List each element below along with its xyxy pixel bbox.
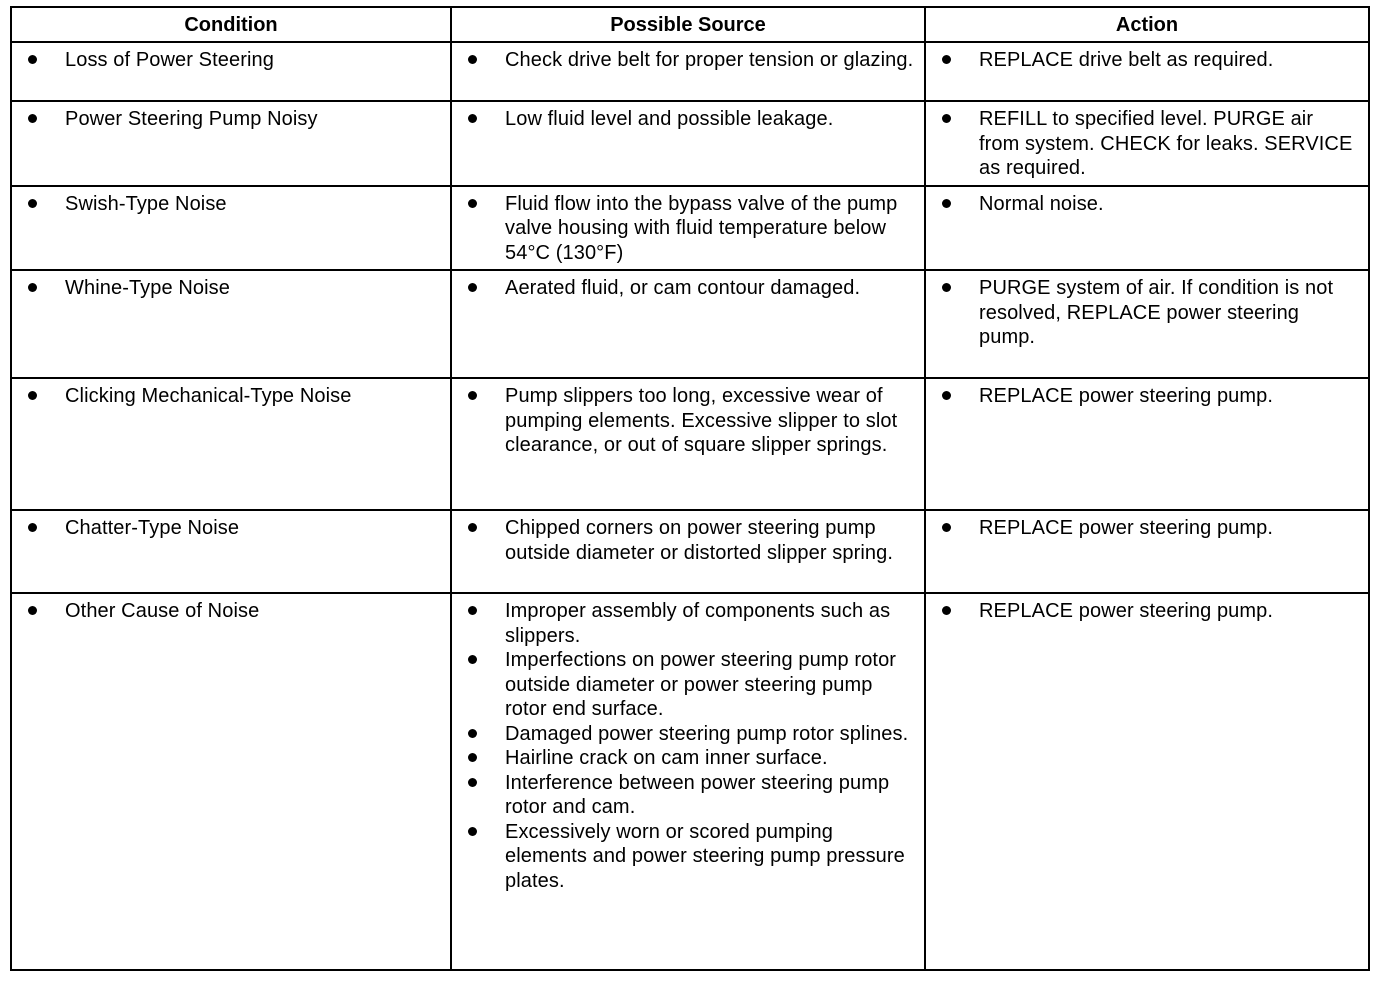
action-cell	[925, 270, 1369, 378]
bullet-icon	[28, 606, 37, 615]
bullet-icon	[28, 114, 37, 123]
table-row	[11, 42, 1369, 101]
source-cell	[451, 270, 925, 378]
condition-text: Chatter-Type Noise	[65, 517, 240, 539]
action-cell	[925, 593, 1369, 970]
condition-cell	[11, 510, 451, 593]
list-item	[462, 746, 914, 771]
list-item	[462, 107, 914, 132]
condition-cell	[11, 593, 451, 970]
header-possible-source: Possible Source	[451, 7, 925, 42]
source-text: Imperfections on power steering pump rotor outside diameter or power steering pump rotor end surface.	[505, 649, 897, 720]
action-cell	[925, 510, 1369, 593]
list-item	[22, 276, 440, 301]
list-item	[936, 516, 1358, 541]
bullet-icon	[942, 523, 951, 532]
bullet-icon	[468, 729, 477, 738]
list-item	[462, 384, 914, 458]
list-item	[462, 599, 914, 648]
bullet-icon	[942, 199, 951, 208]
source-text: Aerated fluid, or cam contour damaged.	[505, 277, 861, 299]
bullet-icon	[28, 55, 37, 64]
action-text: Normal noise.	[979, 192, 1104, 215]
list-item	[22, 384, 440, 409]
condition-cell	[11, 42, 451, 101]
bullet-icon	[942, 391, 951, 400]
condition-text: Loss of Power Steering	[65, 49, 274, 71]
condition-text: Swish-Type Noise	[65, 192, 227, 215]
list-item	[22, 107, 440, 132]
action-text: REPLACE power steering pump.	[979, 385, 1274, 407]
source-cell	[451, 593, 925, 970]
source-cell	[451, 510, 925, 593]
source-text: Hairline crack on cam inner surface.	[505, 747, 828, 769]
list-item	[936, 599, 1358, 624]
condition-text: Clicking Mechanical-Type Noise	[65, 385, 352, 407]
bullet-icon	[468, 523, 477, 532]
action-text: REPLACE power steering pump.	[979, 600, 1274, 622]
bullet-icon	[468, 391, 477, 400]
list-item	[22, 192, 440, 217]
source-text: Pump slippers too long, excessive wear of pumping elements. Excessive slipper to slot clearance, or out of square slipper springs.	[505, 385, 898, 456]
bullet-icon	[28, 523, 37, 532]
list-item	[462, 276, 914, 301]
source-cell	[451, 101, 925, 186]
condition-cell	[11, 186, 451, 271]
table-row	[11, 378, 1369, 510]
header-row	[11, 7, 1369, 42]
bullet-icon	[942, 55, 951, 64]
list-item	[936, 276, 1358, 350]
list-item	[462, 771, 914, 820]
condition-cell	[11, 101, 451, 186]
bullet-icon	[468, 283, 477, 292]
list-item	[22, 599, 440, 624]
list-item	[462, 648, 914, 722]
action-text: PURGE system of air. If condition is not resolved, REPLACE power steering pump.	[979, 277, 1334, 348]
source-text: Chipped corners on power steering pump outside diameter or distorted slipper spring.	[505, 517, 894, 564]
source-cell	[451, 42, 925, 101]
condition-cell	[11, 378, 451, 510]
list-item	[462, 722, 914, 747]
action-cell	[925, 101, 1369, 186]
header-condition: Condition	[11, 7, 451, 42]
list-item	[22, 516, 440, 541]
condition-text: Whine-Type Noise	[65, 277, 230, 299]
bullet-icon	[468, 606, 477, 615]
condition-text: Other Cause of Noise	[65, 600, 260, 622]
table-row	[11, 510, 1369, 593]
list-item	[936, 384, 1358, 409]
list-item	[936, 48, 1358, 73]
bullet-icon	[942, 606, 951, 615]
source-cell	[451, 378, 925, 510]
action-text: REPLACE power steering pump.	[979, 517, 1274, 539]
source-text: Improper assembly of components such as slippers.	[505, 600, 891, 647]
diagnosis-table	[10, 6, 1370, 971]
bullet-icon	[468, 114, 477, 123]
source-cell	[451, 186, 925, 271]
header-action: Action	[925, 7, 1369, 42]
table-row	[11, 593, 1369, 970]
list-item	[462, 192, 914, 266]
list-item	[462, 820, 914, 894]
list-item	[462, 516, 914, 565]
condition-text: Power Steering Pump Noisy	[65, 108, 318, 130]
bullet-icon	[468, 55, 477, 64]
bullet-icon	[468, 827, 477, 836]
bullet-icon	[468, 199, 477, 208]
source-text: Low fluid level and possible leakage.	[505, 108, 834, 130]
source-text: Fluid flow into the bypass valve of the pump valve housing with fluid temperature below 54°C (130°F)	[505, 192, 898, 264]
action-cell	[925, 186, 1369, 271]
bullet-icon	[468, 753, 477, 762]
source-text: Damaged power steering pump rotor splines.	[505, 722, 909, 745]
bullet-icon	[942, 114, 951, 123]
list-item	[936, 107, 1358, 181]
list-item	[936, 192, 1358, 217]
action-cell	[925, 42, 1369, 101]
table-row	[11, 101, 1369, 186]
bullet-icon	[28, 391, 37, 400]
bullet-icon	[468, 655, 477, 664]
source-text: Check drive belt for proper tension or glazing.	[505, 49, 914, 71]
table-row	[11, 186, 1369, 271]
table-row	[11, 270, 1369, 378]
bullet-icon	[28, 199, 37, 208]
source-text: Excessively worn or scored pumping elements and power steering pump pressure plates.	[505, 820, 905, 892]
condition-cell	[11, 270, 451, 378]
list-item	[22, 48, 440, 73]
bullet-icon	[28, 283, 37, 292]
action-cell	[925, 378, 1369, 510]
bullet-icon	[942, 283, 951, 292]
bullet-icon	[468, 778, 477, 787]
source-text: Interference between power steering pump rotor and cam.	[505, 771, 890, 818]
action-text: REFILL to specified level. PURGE air from system. CHECK for leaks. SERVICE as required.	[979, 108, 1353, 179]
action-text: REPLACE drive belt as required.	[979, 49, 1274, 71]
list-item	[462, 48, 914, 73]
